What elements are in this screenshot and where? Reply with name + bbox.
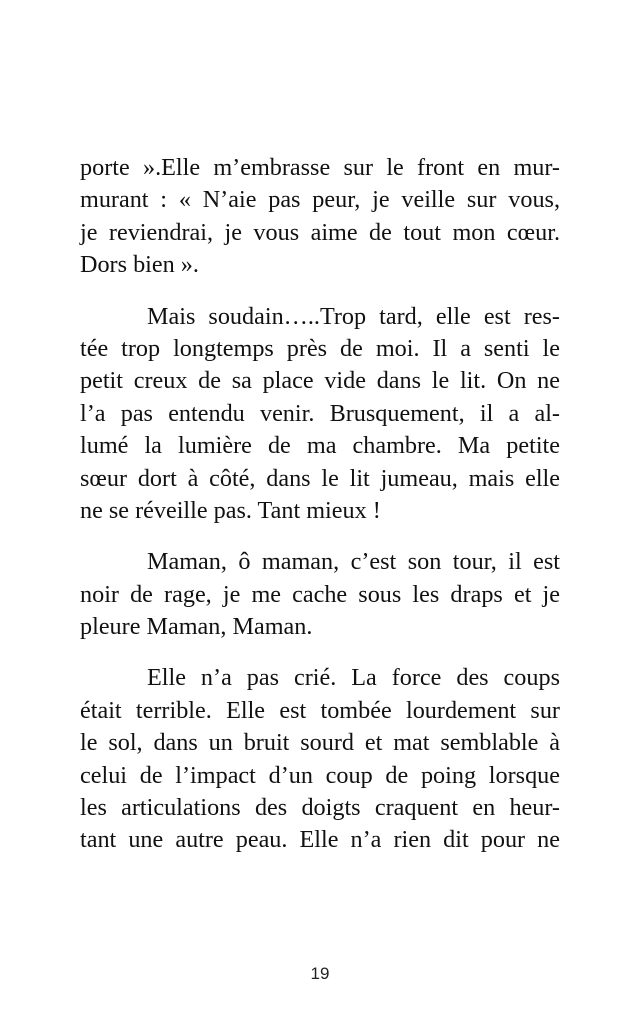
text-line: Maman, ô maman, c’est son tour, il est [147, 548, 560, 576]
paragraph-2 [80, 301, 560, 528]
text-line: noir de rage, je me cache sous les draps et je [80, 580, 560, 608]
paragraph-4 [80, 662, 560, 856]
text-line: ne se réveille pas. Tant mieux ! [80, 496, 381, 524]
text-line: murant : « N’aie pas peur, je veille sur vous, [80, 186, 560, 214]
text-line: sœur dort à côté, dans le lit jumeau, mais elle [80, 464, 560, 492]
page-body [80, 152, 560, 876]
text-line: les articulations des doigts craquent en heur- [80, 794, 560, 822]
text-line: porte ».Elle m’embrasse sur le front en mur- [80, 154, 560, 181]
text-line: je reviendrai, je vous aime de tout mon cœur. [80, 218, 560, 246]
text-line: pleure Maman, Maman. [80, 613, 313, 641]
text-line: Elle n’a pas crié. La force des coups [147, 664, 560, 692]
text-line: l’a pas entendu venir. Brusquement, il a al- [80, 399, 560, 427]
text-line: lumé la lumière de ma chambre. Ma petite [80, 432, 560, 460]
page-number: 19 [310, 964, 330, 983]
paragraph-3 [80, 546, 560, 643]
paragraph-1 [80, 152, 560, 282]
text-line: tée trop longtemps près de moi. Il a senti le [80, 334, 560, 362]
text-line: tant une autre peau. Elle n’a rien dit pour ne [80, 826, 560, 854]
text-line: Mais soudain…..Trop tard, elle est res- [147, 302, 560, 330]
text-line: était terrible. Elle est tombée lourdement sur [80, 696, 560, 724]
text-line: petit creux de sa place vide dans le lit. On ne [80, 367, 560, 395]
text-line: le sol, dans un bruit sourd et mat semblable à [80, 729, 560, 757]
text-line: Dors bien ». [80, 251, 199, 279]
text-line: celui de l’impact d’un coup de poing lorsque [80, 761, 560, 789]
